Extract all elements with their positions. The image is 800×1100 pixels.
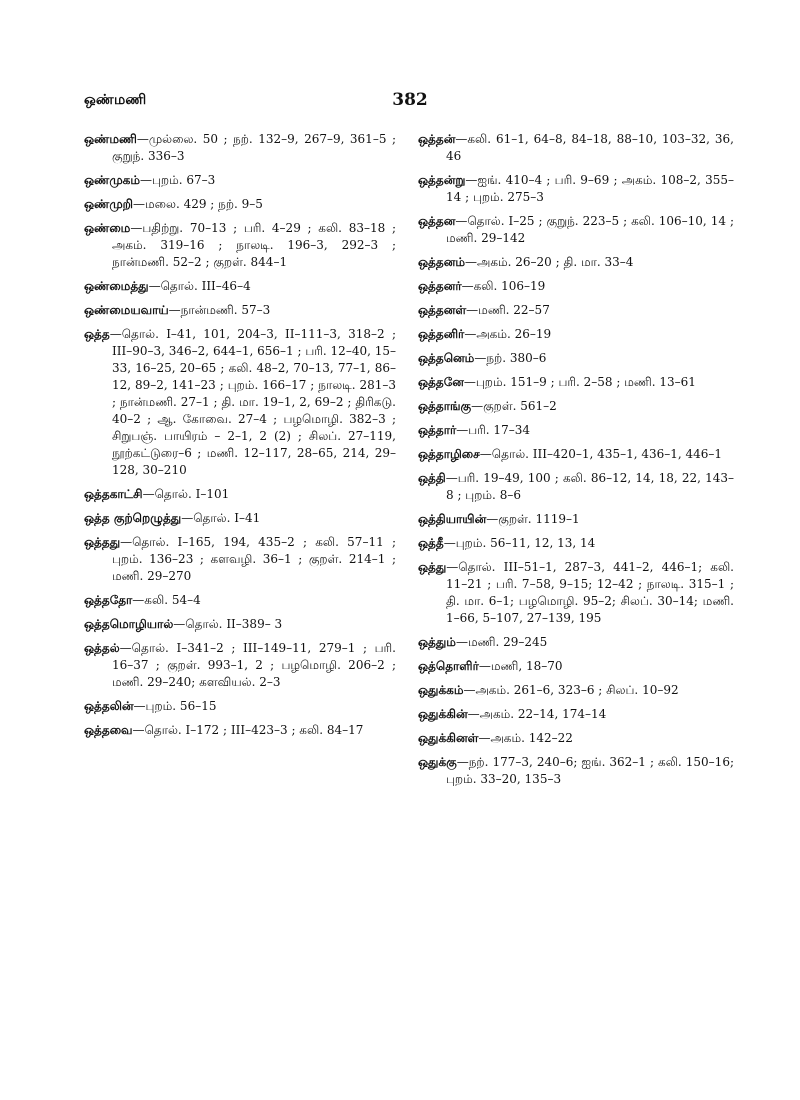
- index-entry: [418, 326, 734, 343]
- entry-references: —பரி. 17–34: [456, 423, 530, 437]
- entry-references: —மணி. 29–245: [455, 635, 548, 649]
- entry-references: —அகம். 26–20 ; தி. மா. 33–4: [464, 255, 634, 269]
- entry-references: —முல்லை. 50 ; நற். 132–9, 267–9, 361–5 ; குறுந். 336–3: [112, 132, 396, 163]
- entry-headword: ஒத்ததோ: [84, 593, 133, 607]
- entry-headword: ஒத்தவை: [84, 723, 133, 737]
- entry-headword: ஒத்தனே: [418, 375, 464, 389]
- index-entry: [418, 682, 734, 699]
- entry-references: —ஐங். 410–4 ; பரி. 9–69 ; அகம். 108–2, 355–14 ; புறம். 275–3: [446, 173, 734, 204]
- entry-headword: ஒதுக்கினள்: [418, 731, 479, 745]
- entry-headword: ஒத்தலின்: [84, 699, 134, 713]
- page-number: 382: [392, 90, 428, 110]
- running-head: ஒண்மணி: [84, 92, 147, 108]
- entry-references: —அகம். 261–6, 323–6 ; சிலப். 10–92: [463, 683, 679, 697]
- index-entry: [418, 131, 734, 165]
- entry-references: —நான்மணி. 57–3: [168, 303, 271, 317]
- index-entry: [418, 535, 734, 552]
- entry-headword: ஒத்தீ: [418, 536, 444, 550]
- entry-references: —கலி. 61–1, 64–8, 84–18, 88–10, 103–32, 36, 46: [446, 132, 734, 163]
- entry-references: —குறள். 561–2: [471, 399, 557, 413]
- entry-headword: ஒத்தனம்: [418, 255, 465, 269]
- index-entry: [84, 510, 396, 527]
- entry-references: —தொல். I–41: [181, 511, 261, 525]
- index-entry: [418, 634, 734, 651]
- entry-headword: ஒதுக்கின்: [418, 707, 468, 721]
- entry-headword: ஒத்த: [84, 327, 110, 341]
- entry-headword: ஒத்தது: [84, 535, 121, 549]
- index-entry: [418, 350, 734, 367]
- entry-headword: ஒத்து: [418, 560, 447, 574]
- entry-references: —கலி. 54–4: [132, 593, 201, 607]
- entry-references: —தொல். I–25 ; குறுந். 223–5 ; கலி. 106–10, 14 ; மணி. 29–142: [446, 214, 734, 245]
- entry-headword: ஒண்மைத்து: [84, 279, 149, 293]
- index-entry: [84, 486, 396, 503]
- entry-headword: ஒத்தனெம்: [418, 351, 475, 365]
- entry-references: —மணி, 18–70: [478, 659, 563, 673]
- entry-references: —அகம். 142–22: [478, 731, 573, 745]
- index-entry: [84, 302, 396, 319]
- entry-references: —தொல். I–165, 194, 435–2 ; கலி. 57–11 ; புறம். 136–23 ; களவழி. 36–1 ; குறள். 214–1 ; மணி. 29–270: [112, 535, 396, 583]
- index-entry: [84, 616, 396, 633]
- entry-headword: ஒத்தகாட்சி: [84, 487, 143, 501]
- index-entry: [84, 278, 396, 295]
- entry-headword: ஒத்தன: [418, 214, 456, 228]
- entry-headword: ஒண்முறி: [84, 197, 133, 211]
- index-entry: [418, 398, 734, 415]
- index-entry: [84, 131, 396, 165]
- entry-headword: ஒத்தன்று: [418, 173, 466, 187]
- entry-references: —புறம். 56–15: [133, 699, 217, 713]
- index-entry: [418, 511, 734, 528]
- index-entry: [418, 470, 734, 504]
- entry-references: —தொல். III–46–4: [148, 279, 251, 293]
- index-entry: [418, 172, 734, 206]
- index-entry: [84, 640, 396, 691]
- entry-headword: ஒத்தமொழியால்: [84, 617, 174, 631]
- entry-references: —நற். 177–3, 240–6; ஐங். 362–1 ; கலி. 150–16; புறம். 33–20, 135–3: [446, 755, 734, 786]
- index-entry: [84, 534, 396, 585]
- entry-references: —தொல். III–420–1, 435–1, 436–1, 446–1: [479, 447, 723, 461]
- index-entry: [418, 730, 734, 747]
- entry-headword: ஒத்தனிர்: [418, 327, 465, 341]
- entry-headword: ஒதுக்கம்: [418, 683, 464, 697]
- index-entry: [418, 559, 734, 627]
- entry-headword: ஒத்தனள்: [418, 303, 467, 317]
- index-entry: [418, 446, 734, 463]
- entry-headword: ஒண்மை: [84, 221, 131, 235]
- left-column: [84, 131, 396, 746]
- index-entry: [84, 196, 396, 213]
- entry-references: —தொல். I–41, 101, 204–3, II–111–3, 318–2 ; III–90–3, 346–2, 644–1, 656–1 ; பரி. 12–40, 15–33, 16–25, 20–65 ; கலி. 48–2, 70–13, 77–1, 86–12, 89–2, 141–23 ; புறம். 166–17 ; நாலடி. 281–3 ; நான்மணி. 27–1 ; தி. மா. 19–1, 2, 69–2 ; திரிகடு. 40–2 ; ஆ. கோவை. 27–4 ; பழமொழி. 382–3 ; சிறுபஞ். பாயிரம் – 2–1, 2 (2) ; சிலப். 27–119, நூற்கட்டுரை–6 ; மணி. 12–117, 28–65, 214, 29–128, 30–210: [109, 327, 396, 477]
- entry-references: —பதிற்று. 70–13 ; பரி. 4–29 ; கலி. 83–18 ; அகம். 319–16 ; நாலடி. 196–3, 292–3 ; நான்மணி. 52–2 ; குறள். 844–1: [112, 221, 396, 269]
- entry-references: —கலி. 106–19: [461, 279, 546, 293]
- entry-headword: ஒண்முகம்: [84, 173, 140, 187]
- entry-headword: ஒத்தல்: [84, 641, 120, 655]
- entry-references: —அகம். 26–19: [464, 327, 552, 341]
- entry-headword: ஒத்தொளிர்: [418, 659, 479, 673]
- entry-headword: ஒத்தனர்: [418, 279, 462, 293]
- entry-references: —தொல். III–51–1, 287–3, 441–2, 446–1; கலி. 11–21 ; பரி. 7–58, 9–15; 12–42 ; நாலடி. 315–1 ; தி. மா. 6–1; பழமொழி. 95–2; சிலப். 30–14; மணி. 1–66, 5–107, 27–139, 195: [446, 560, 734, 625]
- entry-references: —பரி. 19–49, 100 ; கலி. 86–12, 14, 18, 22, 143–8 ; புறம். 8–6: [445, 471, 734, 502]
- entry-references: —தொல். I–172 ; III–423–3 ; கலி. 84–17: [132, 723, 364, 737]
- index-entry: [418, 302, 734, 319]
- entry-references: —புறம். 67–3: [139, 173, 216, 187]
- entry-headword: ஒண்மையவாய்: [84, 303, 169, 317]
- index-entry: [418, 374, 734, 391]
- index-entry: [418, 422, 734, 439]
- entry-headword: ஒத்தியாயின்: [418, 512, 487, 526]
- entry-references: —தொல். I–341–2 ; III–149–11, 279–1 ; பரி. 16–37 ; குறள். 993–1, 2 ; பழமொழி. 206–2 ; மணி. 29–240; களவியல். 2–3: [112, 641, 396, 689]
- index-entry: [418, 658, 734, 675]
- entry-references: —புறம். 151–9 ; பரி. 2–58 ; மணி. 13–61: [463, 375, 696, 389]
- right-column: [418, 131, 734, 795]
- entry-references: —நற். 380–6: [474, 351, 547, 365]
- entry-headword: ஒதுக்கு: [418, 755, 457, 769]
- entry-headword: ஒத்த குற்றெழுத்து: [84, 511, 182, 525]
- entry-references: —மலை. 429 ; நற். 9–5: [132, 197, 263, 211]
- index-entry: [84, 220, 396, 271]
- index-entry: [418, 706, 734, 723]
- index-entry: [84, 326, 396, 479]
- index-entry: [84, 592, 396, 609]
- index-entry: [418, 254, 734, 271]
- entry-references: —குறள். 1119–1: [486, 512, 580, 526]
- entry-headword: ஒத்தி: [418, 471, 446, 485]
- entry-headword: ஒத்தும்: [418, 635, 456, 649]
- entry-headword: ஒண்மணி: [84, 132, 137, 146]
- index-entry: [84, 698, 396, 715]
- index-entry: [418, 213, 734, 247]
- index-entry: [84, 722, 396, 739]
- entry-references: —தொல். I–101: [142, 487, 230, 501]
- entry-headword: ஒத்தன்: [418, 132, 456, 146]
- index-entry: [418, 278, 734, 295]
- entry-references: —தொல். II–389– 3: [173, 617, 283, 631]
- entry-headword: ஒத்தாழிசை: [418, 447, 480, 461]
- index-entry: [84, 172, 396, 189]
- index-entry: [418, 754, 734, 788]
- entry-references: —அகம். 22–14, 174–14: [467, 707, 607, 721]
- entry-references: —புறம். 56–11, 12, 13, 14: [443, 536, 596, 550]
- entry-headword: ஒத்தார்: [418, 423, 457, 437]
- entry-references: —மணி. 22–57: [466, 303, 550, 317]
- entry-headword: ஒத்தாங்கு: [418, 399, 472, 413]
